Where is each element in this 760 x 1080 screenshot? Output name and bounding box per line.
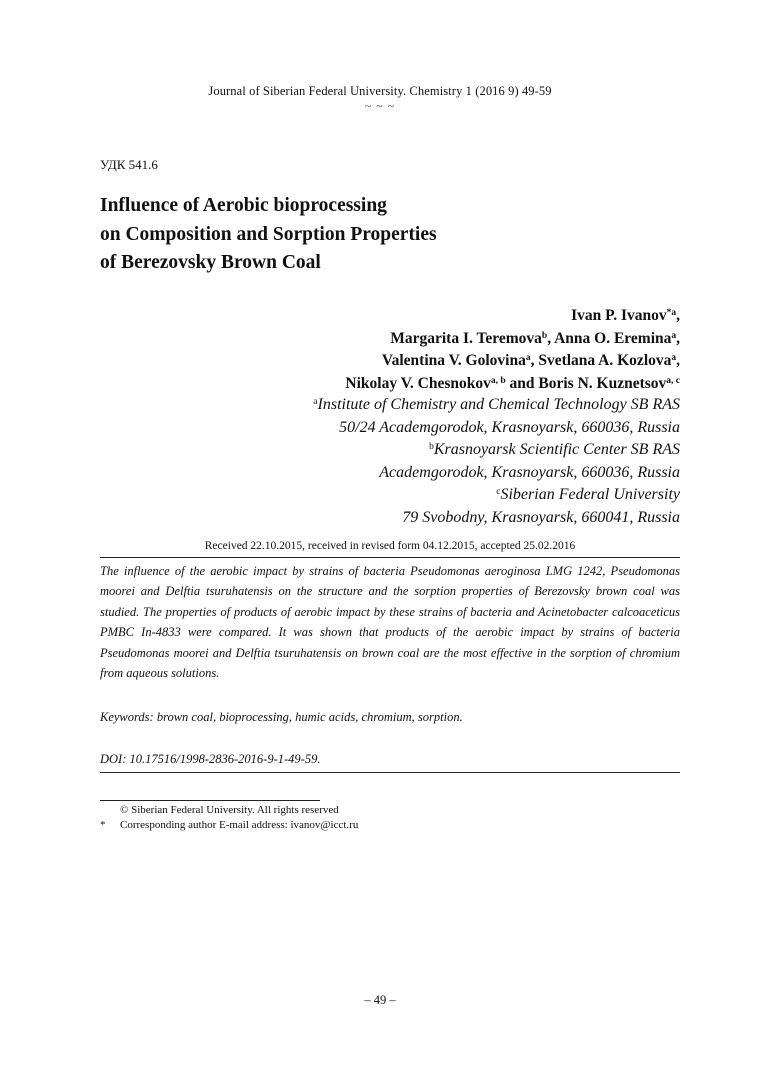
- author-affil-mark: a: [525, 353, 531, 363]
- author-list: [345, 305, 680, 395]
- author-line: Ivan P. Ivanov$^{*a}$,: [571, 307, 680, 324]
- author-line: Valentina V. Golovina$^a$, Svetlana A. Kozlova$^a$,: [381, 352, 680, 369]
- author-affil-mark: a: [671, 330, 677, 341]
- author-name: Svetlana A. Kozlova: [538, 352, 672, 369]
- author-affil-mark: a, c: [666, 375, 680, 386]
- article-title: [100, 192, 437, 278]
- author-name: Margarita I. Teremova: [390, 329, 542, 347]
- author-name: Anna O. Eremina: [554, 329, 672, 347]
- page-number: – 49 –: [364, 993, 396, 1007]
- affiliation-line: Academgorodok, Krasnoyarsk, 660036, Russia: [379, 463, 680, 481]
- author-name: Boris N. Kuznetsov: [538, 374, 667, 392]
- author-name: Valentina V. Golovina: [381, 352, 526, 369]
- affiliation-line: 79 Svobodny, Krasnoyarsk, 660041, Russia: [402, 508, 680, 526]
- doi: DOI: 10.17516/1998-2836-2016-9-1-49-59.: [100, 752, 321, 766]
- footnote-star: *: [100, 819, 106, 831]
- corresponding-author-footnote: Corresponding author E-mail address: ivanov@icct.ru: [120, 819, 359, 831]
- author-name: Ivan P. Ivanov: [571, 307, 667, 324]
- author-name: Nikolay V. Chesnokov: [345, 374, 491, 392]
- affiliation-list: [313, 394, 680, 529]
- author-line: Nikolay V. Chesnokov$^{a, b}$ and Boris N. Kuznetsov$^{a, c}$: [345, 374, 680, 392]
- affiliation-line: $^a$Institute of Chemistry and Chemical Technology SB RAS: [313, 396, 680, 413]
- abstract-bottom-rule: [100, 772, 680, 773]
- author-line: Margarita I. Teremova$^b$, Anna O. Eremina$^a$,: [390, 329, 680, 347]
- title-line: on Composition and Sorption Properties: [100, 223, 437, 245]
- title-line: Influence of Aerobic bioprocessing: [100, 195, 387, 216]
- keywords: Keywords: brown coal, bioprocessing, humic acids, chromium, sorption.: [100, 710, 463, 724]
- affiliation-line: $^b$Krasnoyarsk Scientific Center SB RAS: [429, 441, 680, 458]
- author-affil-mark: a, b: [490, 375, 506, 386]
- author-affil-mark: b: [541, 330, 548, 341]
- udk-code: УДК 541.6: [100, 157, 158, 172]
- abstract-top-rule: [100, 557, 680, 558]
- copyright-footnote: © Siberian Federal University. All rights reserved: [120, 804, 339, 816]
- author-affil-mark: a: [671, 353, 677, 363]
- received-dates: Received 22.10.2015, received in revised form 04.12.2015, accepted 25.02.2016: [204, 540, 576, 552]
- abstract-text: The influence of the aerobic impact by strains of bacteria Pseudomonas aeroginosa LMG 1242, Pseudomonas moorei and Delftia tsuruhatensis on the structure and the sorption properties of Berezovsky brown coal was studied. The properties of products of aerobic impact by these strains of bacteria and Acinetobacter calcoaceticus PMBC In-4833 were compared. It was shown that products of the aerobic impact by strains of bacteria Pseudomonas moorei and Delftia tsuruhatensis on brown coal are the most effective in the sorption of chromium from aqueous solutions.: [100, 564, 680, 681]
- affiliation-line: 50/24 Academgorodok, Krasnoyarsk, 660036, Russia: [339, 418, 680, 436]
- affiliation-line: $^c$Siberian Federal University: [496, 486, 680, 503]
- author-affil-mark: *a: [666, 308, 677, 318]
- footnote-rule: [100, 800, 320, 801]
- journal-header: Journal of Siberian Federal University. Chemistry 1 (2016 9) 49-59: [208, 84, 552, 98]
- title-line: of Berezovsky Brown Coal: [100, 252, 321, 273]
- header-ornament: ~ ~ ~: [364, 99, 396, 113]
